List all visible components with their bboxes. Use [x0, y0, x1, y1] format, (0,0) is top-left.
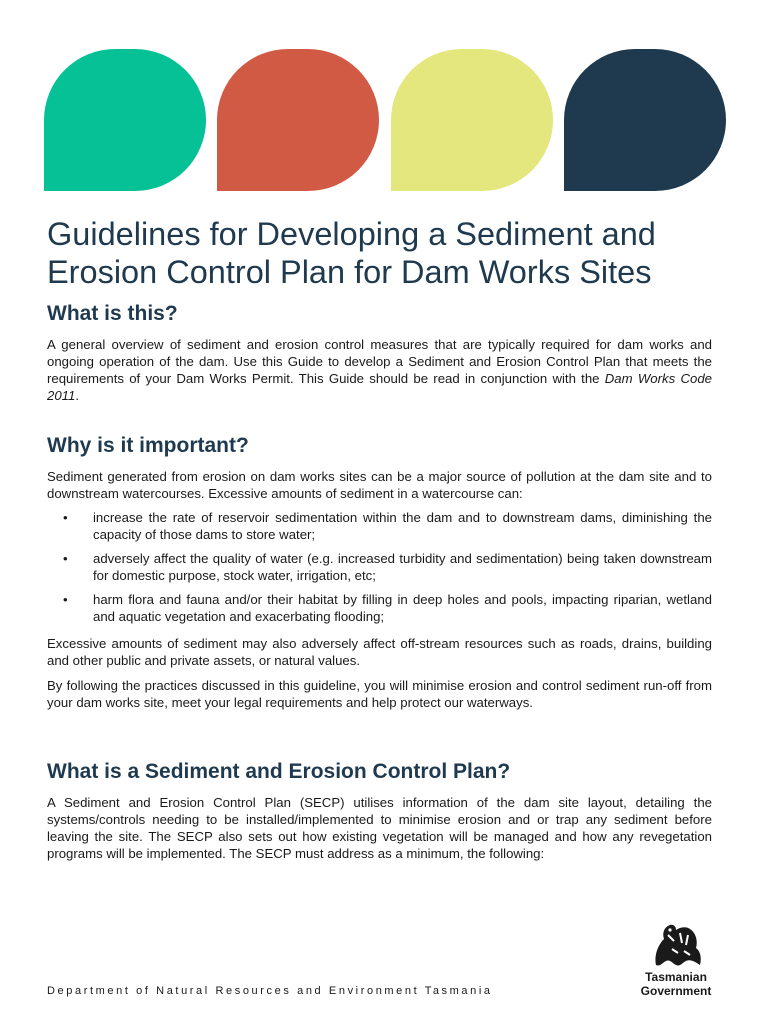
department-footer: Department of Natural Resources and Environment Tasmania: [47, 985, 493, 997]
page-title: [47, 215, 737, 291]
list-item: • adversely affect the quality of water (e.g. increased turbidity and sedimentation) being taken downstream for domestic purpose, stock water, irrigation, etc;: [63, 551, 712, 583]
practices-paragraph: By following the practices discussed in this guideline, you will minimise erosion and control sediment run-off from your dam works site, meet your legal requirements and help protect our waterways.: [47, 678, 712, 710]
heading-what-is-this: What is this?: [47, 302, 178, 325]
tasmanian-government-logo: [633, 921, 723, 1001]
decorative-header-shapes: [44, 49, 726, 191]
bullet-icon: •: [63, 592, 68, 607]
secp-paragraph: A Sediment and Erosion Control Plan (SECP) utilises information of the dam site layout, detailing the systems/controls needing to be installed/implemented to minimise erosion and or trap any sediment before leaving the site. The SECP also sets out how existing vegetation will be managed and how any revegetation programs will be implemented. The SECP must address as a minimum, the following:: [47, 795, 712, 861]
list-item: • increase the rate of reservoir sedimentation within the dam and to downstream dams, diminishing the capacity of those dams to store water;: [63, 510, 712, 542]
bullet-icon: •: [63, 551, 68, 566]
list-item: • harm flora and fauna and/or their habitat by filling in deep holes and pools, impacting riparian, wetland and aquatic vegetation and exacerbating flooding;: [63, 592, 712, 624]
tasmanian-tiger-icon: [650, 921, 706, 969]
what-is-this-paragraph: A general overview of sediment and erosion control measures that are typically required for dam works and ongoing operation of the dam. Use this Guide to develop a Sediment and Erosion Control Plan that meets the requirements of your Dam Works Permit. This Guide should be read in conjunction with the Dam Works Code 2011.: [47, 337, 712, 403]
red-drop-shape: [217, 49, 379, 191]
teal-drop-shape: [44, 49, 206, 191]
off-stream-paragraph: Excessive amounts of sediment may also adversely affect off-stream resources such as roads, drains, building and other public and private assets, or natural values.: [47, 636, 712, 668]
impacts-list: [47, 509, 712, 632]
heading-what-is-secp: What is a Sediment and Erosion Control Plan?: [47, 760, 511, 783]
bullet-icon: •: [63, 510, 68, 525]
code-reference: Dam Works Code 2011: [47, 371, 712, 403]
navy-drop-shape: [564, 49, 726, 191]
why-important-intro: Sediment generated from erosion on dam works sites can be a major source of pollution at the dam site and to downstream watercourses. Excessive amounts of sediment in a watercourse can:: [47, 469, 712, 501]
heading-why-important: Why is it important?: [47, 434, 249, 457]
title-line-1: Guidelines for Developing a Sediment and: [47, 216, 656, 252]
title-line-2: Erosion Control Plan for Dam Works Sites: [47, 254, 652, 290]
logo-text: Tasmanian Government: [640, 970, 712, 998]
yellow-drop-shape: [391, 49, 553, 191]
